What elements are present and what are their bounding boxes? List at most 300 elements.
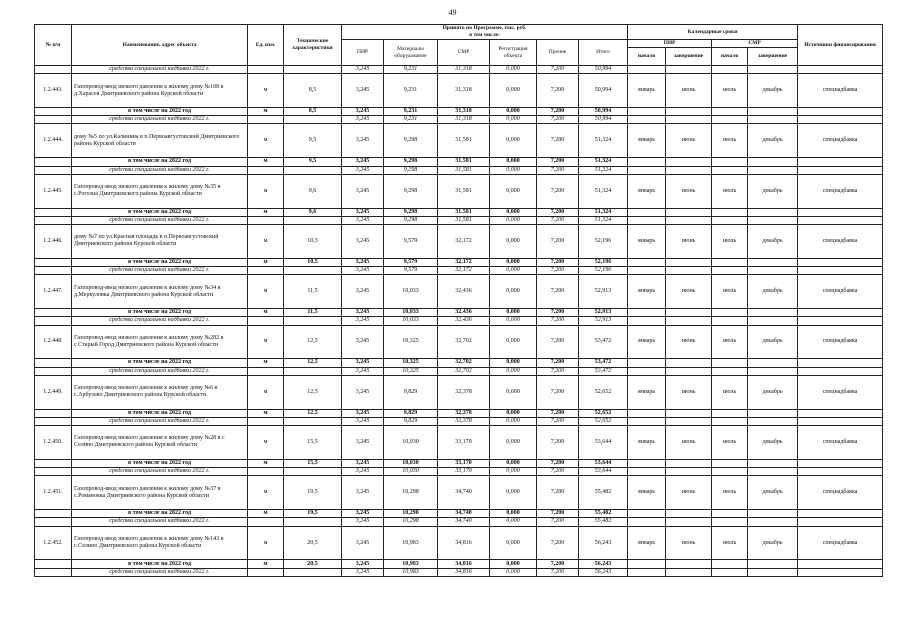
special-registration: 0,000 xyxy=(490,216,537,224)
total-label: в том числе на 2022 год xyxy=(72,108,248,116)
unit: м xyxy=(248,375,284,409)
value-registration: 0,000 xyxy=(490,426,537,460)
special-empty xyxy=(628,417,666,425)
total-unit: м xyxy=(248,208,284,216)
total-empty xyxy=(666,108,712,116)
special-registration: 0,000 xyxy=(490,166,537,174)
total-blank xyxy=(35,108,72,116)
total-smr: 33,170 xyxy=(438,459,490,467)
total-total: 56,243 xyxy=(579,560,628,568)
tech-spec: 12,5 xyxy=(284,375,342,409)
total-registration: 0,000 xyxy=(490,258,537,266)
total-2022-row xyxy=(35,309,883,317)
special-smr: 34,816 xyxy=(438,568,490,576)
special-empty xyxy=(284,166,342,174)
value-other: 7,200 xyxy=(537,225,579,259)
object-name: Газопровод-ввод низкого давления к жилому дому №108 в д.Харасея Дмитриевского района Курской области xyxy=(72,74,248,108)
funding-source: спецнадбавка xyxy=(798,225,883,259)
special-empty xyxy=(628,216,666,224)
special-row xyxy=(35,166,883,174)
smr-start: июль xyxy=(712,225,748,259)
special-empty xyxy=(248,116,284,124)
special-empty xyxy=(712,568,748,576)
special-materials: 9,231 xyxy=(384,116,438,124)
special-empty xyxy=(748,216,798,224)
value-registration: 0,000 xyxy=(490,74,537,108)
total-label: в том числе на 2022 год xyxy=(72,158,248,166)
smr-end: декабрь xyxy=(748,426,798,460)
special-total: 52,652 xyxy=(579,417,628,425)
total-empty xyxy=(798,158,883,166)
funding-source: спецнадбавка xyxy=(798,124,883,158)
special-registration: 0,000 xyxy=(490,518,537,526)
special-empty xyxy=(748,468,798,476)
header-smr-start: начало xyxy=(712,48,748,66)
total-tech: 15,5 xyxy=(284,459,342,467)
special-materials: 9,829 xyxy=(384,417,438,425)
special-other: 7,200 xyxy=(537,166,579,174)
value-registration: 0,000 xyxy=(490,375,537,409)
smr-end: декабрь xyxy=(748,225,798,259)
value-pir: 3,245 xyxy=(342,426,384,460)
total-unit: м xyxy=(248,409,284,417)
value-other: 7,200 xyxy=(537,325,579,359)
total-empty xyxy=(628,459,666,467)
total-registration: 0,000 xyxy=(490,459,537,467)
total-smr: 32,436 xyxy=(438,309,490,317)
value-smr: 31,318 xyxy=(438,74,490,108)
value-materials: 10,298 xyxy=(384,476,438,510)
unit: м xyxy=(248,174,284,208)
special-total: 52,913 xyxy=(579,317,628,325)
total-other: 7,200 xyxy=(537,258,579,266)
value-pir: 3,245 xyxy=(342,325,384,359)
table-row xyxy=(35,174,883,208)
special-empty xyxy=(248,216,284,224)
total-empty xyxy=(748,158,798,166)
special-label: средства специальной надбавки 2022 г. xyxy=(72,116,248,124)
total-other: 7,200 xyxy=(537,359,579,367)
total-total: 51,324 xyxy=(579,208,628,216)
smr-start: июль xyxy=(712,174,748,208)
table-row xyxy=(35,124,883,158)
total-empty xyxy=(748,208,798,216)
special-other: 7,200 xyxy=(537,216,579,224)
object-name: дому №5 по ул.Калинина в п.Первоавгустовский Дмитриевского района Курской области xyxy=(72,124,248,158)
special-pir: 3,245 xyxy=(342,166,384,174)
special-empty xyxy=(628,267,666,275)
special-empty xyxy=(628,166,666,174)
total-empty xyxy=(748,258,798,266)
total-label: в том числе на 2022 год xyxy=(72,560,248,568)
unit: м xyxy=(248,526,284,560)
total-pir: 3,245 xyxy=(342,208,384,216)
header-registration: Регистрация объекта xyxy=(490,40,537,66)
table-row xyxy=(35,476,883,510)
special-empty xyxy=(712,518,748,526)
table-row xyxy=(35,275,883,309)
smr-start: июль xyxy=(712,325,748,359)
special-materials: 9,579 xyxy=(384,267,438,275)
value-pir: 3,245 xyxy=(342,526,384,560)
special-empty xyxy=(628,317,666,325)
pir-end: июнь xyxy=(666,476,712,510)
special-empty xyxy=(666,518,712,526)
total-pir: 3,245 xyxy=(342,108,384,116)
object-name: Газопровод-ввод низкого давления к жилому дому №28 в с Селино Дмитриевского района Курской области xyxy=(72,426,248,460)
special-empty xyxy=(628,367,666,375)
total-empty xyxy=(628,409,666,417)
special-total: 53,472 xyxy=(579,367,628,375)
special-other: 7,200 xyxy=(537,267,579,275)
value-materials: 10,033 xyxy=(384,275,438,309)
special-empty xyxy=(248,568,284,576)
tech-spec: 12,5 xyxy=(284,325,342,359)
total-other: 7,200 xyxy=(537,158,579,166)
total-pir: 3,245 xyxy=(342,510,384,518)
total-blank xyxy=(35,208,72,216)
total-empty xyxy=(712,208,748,216)
header-calendar: Календарные сроки xyxy=(628,25,798,40)
special-smr: 32,172 xyxy=(438,267,490,275)
total-unit: м xyxy=(248,560,284,568)
table-row xyxy=(35,375,883,409)
total-empty xyxy=(666,208,712,216)
total-smr: 34,740 xyxy=(438,510,490,518)
special-blank xyxy=(35,317,72,325)
value-total: 53,472 xyxy=(579,325,628,359)
header-source: Источники финансирования xyxy=(798,25,883,66)
special-empty xyxy=(712,166,748,174)
special-empty xyxy=(712,317,748,325)
tech-spec: 8,5 xyxy=(284,74,342,108)
table-row xyxy=(35,426,883,460)
special-empty xyxy=(666,317,712,325)
value-registration: 0,000 xyxy=(490,225,537,259)
total-other: 7,200 xyxy=(537,208,579,216)
pir-start: январь xyxy=(628,476,666,510)
smr-start: июль xyxy=(712,74,748,108)
unit: м xyxy=(248,225,284,259)
value-pir: 3,245 xyxy=(342,476,384,510)
tech-spec: 10,5 xyxy=(284,225,342,259)
total-registration: 0,000 xyxy=(490,158,537,166)
special-empty xyxy=(248,518,284,526)
special-pir: 3,245 xyxy=(342,518,384,526)
special-empty xyxy=(248,468,284,476)
total-materials: 9,829 xyxy=(384,409,438,417)
value-total: 52,652 xyxy=(579,375,628,409)
pir-start: январь xyxy=(628,225,666,259)
funding-source: спецнадбавка xyxy=(798,375,883,409)
total-empty xyxy=(748,459,798,467)
value-materials: 9,231 xyxy=(384,74,438,108)
special-empty xyxy=(798,166,883,174)
special-empty xyxy=(248,267,284,275)
total-empty xyxy=(748,560,798,568)
special-empty xyxy=(798,317,883,325)
value-materials: 10,983 xyxy=(384,526,438,560)
header-pir: ПИР xyxy=(342,40,384,66)
total-empty xyxy=(712,108,748,116)
total-other: 7,200 xyxy=(537,510,579,518)
total-2022-row xyxy=(35,108,883,116)
total-pir: 3,245 xyxy=(342,359,384,367)
funding-source: спецнадбавка xyxy=(798,476,883,510)
funding-source: спецнадбавка xyxy=(798,275,883,309)
total-unit: м xyxy=(248,158,284,166)
total-materials: 10,030 xyxy=(384,459,438,467)
special-empty xyxy=(798,417,883,425)
special-empty xyxy=(748,518,798,526)
total-empty xyxy=(712,158,748,166)
total-total: 55,482 xyxy=(579,510,628,518)
value-materials: 9,298 xyxy=(384,174,438,208)
special-pir: 3,245 xyxy=(342,468,384,476)
object-name: дому №7 по ул.Красная площадь в п.Первоавгустовский Дмитриевского района Курской области xyxy=(72,225,248,259)
pir-start: январь xyxy=(628,526,666,560)
value-pir: 3,245 xyxy=(342,124,384,158)
total-blank xyxy=(35,258,72,266)
value-materials: 9,829 xyxy=(384,375,438,409)
special-materials: 10,325 xyxy=(384,367,438,375)
unit: м xyxy=(248,426,284,460)
special-empty xyxy=(248,166,284,174)
total-materials: 10,325 xyxy=(384,359,438,367)
special-other: 7,200 xyxy=(537,116,579,124)
special-other: 7,200 xyxy=(537,417,579,425)
special-empty xyxy=(666,417,712,425)
value-total: 51,324 xyxy=(579,174,628,208)
pir-end: июнь xyxy=(666,124,712,158)
special-registration: 0,000 xyxy=(490,468,537,476)
special-row xyxy=(35,216,883,224)
total-empty xyxy=(798,208,883,216)
special-empty xyxy=(666,216,712,224)
value-other: 7,200 xyxy=(537,174,579,208)
total-smr: 31,581 xyxy=(438,158,490,166)
total-empty xyxy=(798,459,883,467)
smr-start: июль xyxy=(712,375,748,409)
special-blank xyxy=(35,166,72,174)
special-empty xyxy=(798,216,883,224)
special-pir: 3,245 xyxy=(342,417,384,425)
row-number: 1.2.445. xyxy=(35,174,72,208)
pir-start: январь xyxy=(628,124,666,158)
object-name: Газопровод-ввод низкого давления к жилому дому №34 в д.Меркуловка Дмитриевского района Курской области xyxy=(72,275,248,309)
total-empty xyxy=(712,510,748,518)
special-empty xyxy=(798,468,883,476)
special-empty xyxy=(712,267,748,275)
pir-start: январь xyxy=(628,74,666,108)
total-pir: 3,245 xyxy=(342,409,384,417)
unit: м xyxy=(248,476,284,510)
unit: м xyxy=(248,325,284,359)
total-materials: 9,579 xyxy=(384,258,438,266)
value-registration: 0,000 xyxy=(490,275,537,309)
total-tech: 12,5 xyxy=(284,409,342,417)
total-empty xyxy=(666,309,712,317)
total-2022-row xyxy=(35,510,883,518)
header-pir-start: начало xyxy=(628,48,666,66)
value-total: 51,324 xyxy=(579,124,628,158)
special-empty xyxy=(666,568,712,576)
value-smr: 32,172 xyxy=(438,225,490,259)
special-blank xyxy=(35,417,72,425)
value-smr: 32,702 xyxy=(438,325,490,359)
special-materials: 9,231 xyxy=(384,66,438,74)
value-smr: 31,581 xyxy=(438,124,490,158)
special-empty xyxy=(666,116,712,124)
total-registration: 0,000 xyxy=(490,510,537,518)
total-2022-row xyxy=(35,560,883,568)
unit: м xyxy=(248,124,284,158)
total-empty xyxy=(712,359,748,367)
total-empty xyxy=(712,309,748,317)
tech-spec: 19,5 xyxy=(284,476,342,510)
special-pir: 3,245 xyxy=(342,216,384,224)
total-label: в том числе на 2022 год xyxy=(72,510,248,518)
special-empty xyxy=(712,116,748,124)
total-label: в том числе на 2022 год xyxy=(72,409,248,417)
value-total: 52,913 xyxy=(579,275,628,309)
value-registration: 0,000 xyxy=(490,476,537,510)
value-smr: 33,170 xyxy=(438,426,490,460)
total-2022-row xyxy=(35,409,883,417)
special-smr: 31,318 xyxy=(438,66,490,74)
value-other: 7,200 xyxy=(537,74,579,108)
special-materials: 10,033 xyxy=(384,317,438,325)
total-smr: 32,172 xyxy=(438,258,490,266)
header-accepted-top: Принято по Программе, тыс. руб. xyxy=(442,25,527,31)
special-empty xyxy=(248,317,284,325)
special-registration: 0,000 xyxy=(490,367,537,375)
special-row xyxy=(35,468,883,476)
special-other: 7,200 xyxy=(537,317,579,325)
special-materials: 9,298 xyxy=(384,216,438,224)
smr-end: декабрь xyxy=(748,325,798,359)
special-row xyxy=(35,267,883,275)
tech-spec: 11,5 xyxy=(284,275,342,309)
object-name: Газопровод-ввод низкого давления к жилому дому №37 в с.Романовка Дмитриевского района Курской области xyxy=(72,476,248,510)
value-other: 7,200 xyxy=(537,476,579,510)
row-number: 1.2.449. xyxy=(35,375,72,409)
header-name: Наименование, адрес объекта xyxy=(72,25,248,66)
special-row xyxy=(35,317,883,325)
total-label: в том числе на 2022 год xyxy=(72,359,248,367)
total-empty xyxy=(628,560,666,568)
special-label: средства специальной надбавки 2022 г. xyxy=(72,417,248,425)
total-tech: 9,5 xyxy=(284,158,342,166)
total-total: 53,644 xyxy=(579,459,628,467)
pir-end: июнь xyxy=(666,325,712,359)
total-unit: м xyxy=(248,309,284,317)
special-empty xyxy=(248,417,284,425)
total-registration: 0,000 xyxy=(490,359,537,367)
special-empty xyxy=(712,468,748,476)
value-total: 50,994 xyxy=(579,74,628,108)
total-tech: 20,5 xyxy=(284,560,342,568)
total-other: 7,200 xyxy=(537,459,579,467)
value-other: 7,200 xyxy=(537,375,579,409)
table-row xyxy=(35,325,883,359)
total-unit: м xyxy=(248,510,284,518)
budget-table xyxy=(34,24,883,577)
pir-end: июнь xyxy=(666,426,712,460)
total-total: 52,652 xyxy=(579,409,628,417)
pir-end: июнь xyxy=(666,174,712,208)
special-registration: 0,000 xyxy=(490,267,537,275)
total-label: в том числе на 2022 год xyxy=(72,208,248,216)
page-number: 49 xyxy=(448,8,457,17)
smr-start: июль xyxy=(712,275,748,309)
total-empty xyxy=(798,309,883,317)
special-total: 50,994 xyxy=(579,66,628,74)
value-registration: 0,000 xyxy=(490,124,537,158)
special-empty xyxy=(798,568,883,576)
header-tech: Технические характеристики xyxy=(284,25,342,66)
special-label: средства специальной надбавки 2022 г. xyxy=(72,216,248,224)
row-number: 1.2.447. xyxy=(35,275,72,309)
total-registration: 0,000 xyxy=(490,560,537,568)
value-smr: 34,816 xyxy=(438,526,490,560)
total-empty xyxy=(628,359,666,367)
total-empty xyxy=(666,258,712,266)
smr-start: июль xyxy=(712,476,748,510)
special-label: средства специальной надбавки 2022 г. xyxy=(72,66,248,74)
table-row xyxy=(35,74,883,108)
special-empty xyxy=(628,518,666,526)
special-smr: 32,436 xyxy=(438,317,490,325)
total-materials: 10,983 xyxy=(384,560,438,568)
total-smr: 34,816 xyxy=(438,560,490,568)
special-registration: 0,000 xyxy=(490,116,537,124)
header-accepted-sub: в том числе: xyxy=(469,32,500,38)
special-empty xyxy=(284,518,342,526)
row-number: 1.2.450. xyxy=(35,426,72,460)
special-blank xyxy=(35,216,72,224)
total-empty xyxy=(798,108,883,116)
total-smr: 32,378 xyxy=(438,409,490,417)
total-empty xyxy=(712,560,748,568)
total-empty xyxy=(628,309,666,317)
total-smr: 31,581 xyxy=(438,208,490,216)
total-unit: м xyxy=(248,108,284,116)
total-empty xyxy=(666,359,712,367)
total-registration: 0,000 xyxy=(490,108,537,116)
special-row xyxy=(35,518,883,526)
total-blank xyxy=(35,309,72,317)
special-other: 7,200 xyxy=(537,468,579,476)
total-registration: 0,000 xyxy=(490,409,537,417)
total-tech: 12,5 xyxy=(284,359,342,367)
special-empty xyxy=(748,568,798,576)
special-pir: 3,245 xyxy=(342,66,384,74)
total-empty xyxy=(666,459,712,467)
smr-start: июль xyxy=(712,124,748,158)
row-number: 1.2.444. xyxy=(35,124,72,158)
total-empty xyxy=(748,108,798,116)
funding-source: спецнадбавка xyxy=(798,325,883,359)
special-materials: 10,298 xyxy=(384,518,438,526)
special-smr: 33,170 xyxy=(438,468,490,476)
value-total: 55,482 xyxy=(579,476,628,510)
value-registration: 0,000 xyxy=(490,174,537,208)
pir-start: январь xyxy=(628,275,666,309)
value-materials: 9,579 xyxy=(384,225,438,259)
tech-spec: 9,5 xyxy=(284,124,342,158)
special-other: 7,200 xyxy=(537,66,579,74)
